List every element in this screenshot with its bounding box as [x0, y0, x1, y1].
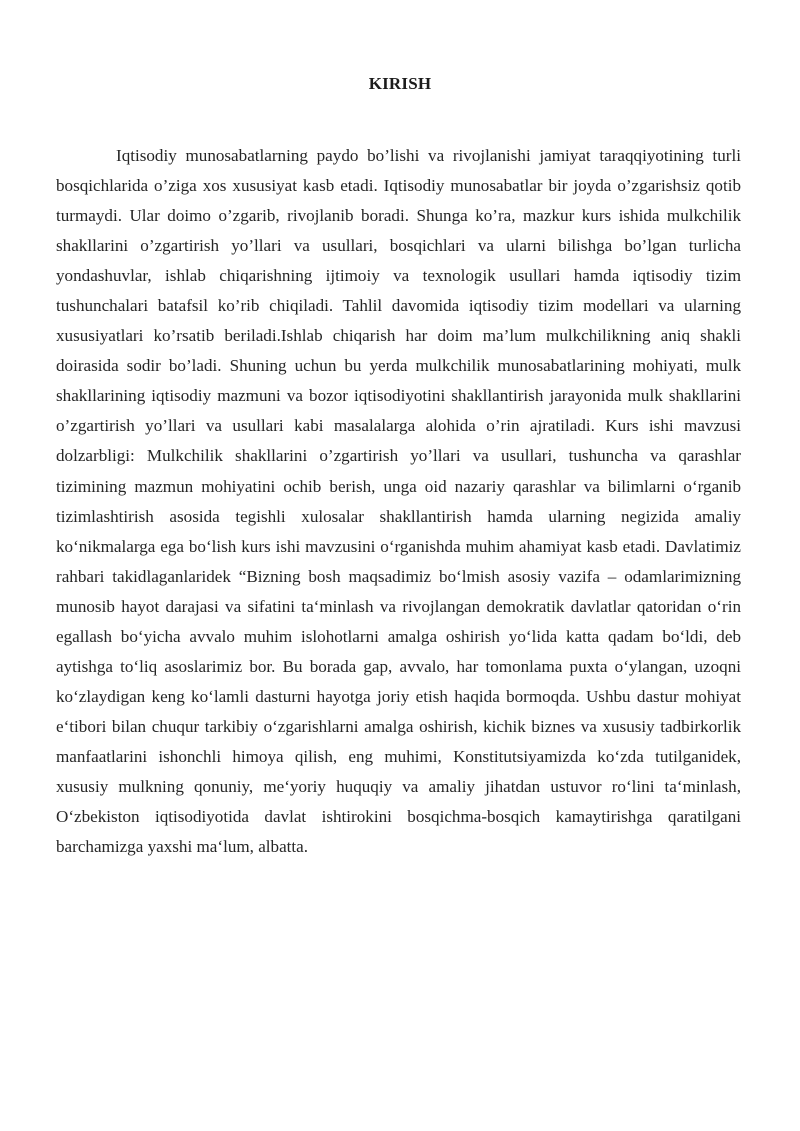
body-paragraph: Iqtisodiy munosabatlarning paydo bo’lishi va rivojlanishi jamiyat taraqqiyotining turli bosqichlarida o’ziga xos xususiyat kasb etadi. Iqtisodiy munosabatlar bir joyda o’zgarishsiz qotib turmaydi. Ular doimo o’zgarib, rivojlanib boradi. Shunga ko’ra, mazkur kurs ishida mulkchilik shakllarini o’zgartirish yo’llari va usullari, bosqichlari va ularni bilishga bo’lgan turlicha yondashuvlar, ishlab chiqarishning ijtimoiy va texnologik usullari hamda iqtisodiy tizim tushunchalari batafsil ko’rib chiqiladi. Tahlil davomida iqtisodiy tizim modellari va ularning xususiyatlari ko’rsatib beriladi.Ishlab chiqarish har doim ma’lum mulkchilikning aniq shakli doirasida sodir bo’ladi. Shuning uchun bu yerda mulkchilik munosabatlarining mohiyati, mulk shakllarining iqtisodiy mazmuni va bozor iqtisodiyotini shakllantirish jarayonida mulk shakllarini o’zgartirish yo’llari va usullari kabi masalalarga alohida o’rin ajratiladi. Kurs ishi mavzusi dolzarbligi: Mulkchilik shakllarini o’zgartirish yo’llari va usullari, tushuncha va qarashlar tizimining mazmun mohiyatini ochib berish, unga oid nazariy qarashlar va bilimlarni o‘rganib tizimlashtirish asosida tegishli xulosalar shakllantirish hamda ularning negizida amaliy ko‘nikmalarga ega bo‘lish kurs ishi mavzusini o‘rganishda muhim ahamiyat kasb etadi. Davlatimiz rahbari takidlaganlaridek “Bizning bosh maqsadimiz bo‘lmish asosiy vazifa – odamlarimizning munosib hayot darajasi va sifatini ta‘minlash va rivojlangan demokratik davlatlar qatoridan o‘rin egallash bo‘yicha avvalo muhim islohotlarni amalga oshirish yo‘lida katta qadam bo‘ldi, deb aytishga to‘liq asoslarimiz bor. Bu borada gap, avvalo, har tomonlama puxta o‘ylangan, uzoqni ko‘zlaydigan keng ko‘lamli dasturni hayotga joriy etish haqida bormoqda. Ushbu dastur mohiyat e‘tibori bilan chuqur tarkibiy o‘zgarishlarni amalga oshirish, kichik biznes va xususiy tadbirkorlik manfaatlarini ishonchli himoya qilish, eng muhimi, Konstitutsiyamizda ko‘zda tutilganidek, xususiy mulkning qonuniy, me‘yoriy huquqiy va amaliy jihatdan ustuvor ro‘lini ta‘minlash, O‘zbekiston iqtisodiyotida davlat ishtirokini bosqichma-bosqich kamaytirishga qaratilgani barchamizga yaxshi ma‘lum, albatta.: [56, 146, 741, 857]
section-title: KIRISH: [368, 74, 432, 93]
